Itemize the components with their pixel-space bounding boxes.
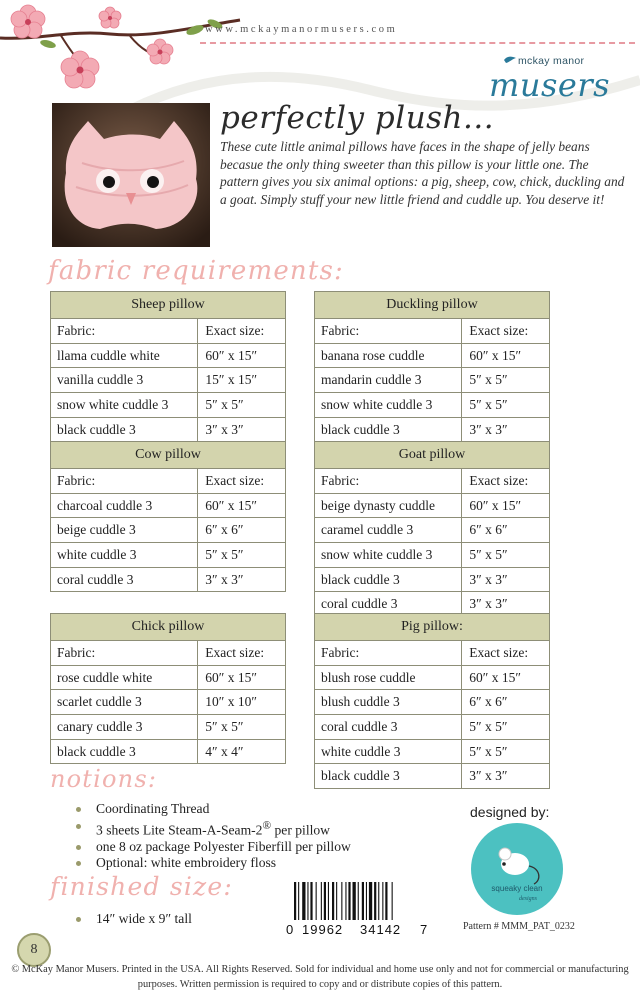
barcode-bar — [294, 882, 296, 920]
column-header: Exact size: — [198, 641, 286, 666]
table-header-row — [51, 469, 286, 494]
table-row — [51, 493, 286, 518]
column-header: Exact size: — [198, 469, 286, 494]
fabric-cell: snow white cuddle 3 — [315, 543, 462, 568]
barcode-bar — [321, 882, 322, 920]
barcode-bar — [362, 882, 364, 920]
fabric-cell: coral cuddle 3 — [315, 592, 462, 617]
barcode-bar — [385, 882, 387, 920]
table-header-row — [51, 641, 286, 666]
table-title-row — [51, 442, 286, 469]
column-header: Exact size: — [462, 469, 550, 494]
barcode-bar — [341, 882, 342, 920]
size-cell: 3″ x 3″ — [198, 567, 286, 592]
barcode-bar — [298, 882, 299, 920]
table-row — [51, 368, 286, 393]
column-header: Fabric: — [51, 319, 198, 344]
barcode — [280, 880, 440, 936]
barcode-bar — [328, 882, 329, 920]
chick-pillow-table — [50, 613, 286, 764]
fabric-cell: scarlet cuddle 3 — [51, 690, 198, 715]
size-cell: 5″ x 5″ — [462, 715, 550, 740]
fabric-cell: rose cuddle white — [51, 665, 198, 690]
table-header-row — [315, 469, 550, 494]
table-title-row — [315, 292, 550, 319]
barcode-digit: 7 — [420, 922, 428, 936]
column-header: Fabric: — [51, 641, 198, 666]
barcode-bar — [345, 882, 346, 920]
table-row — [315, 393, 550, 418]
table-header-row — [315, 641, 550, 666]
barcode-digit: 19962 — [302, 922, 344, 936]
table-row — [51, 690, 286, 715]
table-row — [51, 715, 286, 740]
fabric-requirements-heading: fabric requirements: — [48, 256, 345, 286]
table-row — [315, 518, 550, 543]
fabric-cell: coral cuddle 3 — [315, 715, 462, 740]
table-row — [51, 543, 286, 568]
size-cell: 3″ x 3″ — [462, 764, 550, 789]
list-item: Coordinating Thread — [74, 801, 351, 818]
table-row — [51, 739, 286, 764]
table-row — [315, 543, 550, 568]
page-title: perfectly plush... — [220, 100, 495, 136]
table-row — [51, 518, 286, 543]
size-cell: 60″ x 15″ — [198, 343, 286, 368]
barcode-bar — [366, 882, 367, 920]
size-cell: 6″ x 6″ — [462, 518, 550, 543]
table-row — [315, 417, 550, 442]
fabric-cell: llama cuddle white — [51, 343, 198, 368]
finished-size-list — [74, 911, 192, 928]
barcode-bar — [382, 882, 383, 920]
fabric-cell: black cuddle 3 — [51, 739, 198, 764]
fabric-cell: mandarin cuddle 3 — [315, 368, 462, 393]
table-row — [315, 343, 550, 368]
table-title-row — [315, 614, 550, 641]
barcode-bar — [307, 882, 308, 920]
table-row — [315, 690, 550, 715]
fabric-cell: black cuddle 3 — [315, 764, 462, 789]
barcode-bar — [316, 882, 317, 920]
size-cell: 5″ x 5″ — [462, 368, 550, 393]
table-header-row — [315, 319, 550, 344]
website-url: www.mckaymanormusers.com — [205, 24, 398, 35]
table-row — [315, 567, 550, 592]
owl-pillow-photo — [52, 103, 210, 247]
notions-list — [74, 801, 351, 872]
size-cell: 60″ x 15″ — [198, 493, 286, 518]
table-row — [51, 665, 286, 690]
size-cell: 3″ x 3″ — [462, 417, 550, 442]
column-header: Fabric: — [315, 469, 462, 494]
pattern-number: Pattern # MMM_PAT_0232 — [463, 921, 575, 932]
size-cell: 60″ x 15″ — [198, 665, 286, 690]
fabric-cell: black cuddle 3 — [51, 417, 198, 442]
list-item: one 8 oz package Polyester Fiberfill per pillow — [74, 839, 351, 856]
finished-size-heading: finished size: — [50, 872, 234, 901]
fabric-cell: white cuddle 3 — [315, 739, 462, 764]
goat-pillow-table — [314, 441, 550, 617]
column-header: Exact size: — [462, 319, 550, 344]
table-row — [315, 493, 550, 518]
fabric-cell: beige cuddle 3 — [51, 518, 198, 543]
size-cell: 60″ x 15″ — [462, 343, 550, 368]
fabric-cell: blush cuddle 3 — [315, 690, 462, 715]
barcode-bar — [348, 882, 350, 920]
fabric-cell: caramel cuddle 3 — [315, 518, 462, 543]
pig-pillow-table — [314, 613, 550, 789]
table-row — [315, 368, 550, 393]
fabric-cell: vanilla cuddle 3 — [51, 368, 198, 393]
table-row — [51, 417, 286, 442]
fabric-cell: snow white cuddle 3 — [315, 393, 462, 418]
table-row — [315, 764, 550, 789]
size-cell: 5″ x 5″ — [198, 543, 286, 568]
barcode-bar — [374, 882, 376, 920]
list-item: Optional: white embroidery floss — [74, 855, 351, 872]
intro-paragraph: These cute little animal pillows have faces in the shape of jelly beans becasue the only thing sweeter than this pillow is your little one. The pattern gives you six animal options: a pig, sheep, cow, chick, duckling and a goat. Simply stuff your new little friend and cuddle up. You deserve it! — [220, 139, 625, 207]
size-cell: 5″ x 5″ — [462, 393, 550, 418]
size-cell: 6″ x 6″ — [198, 518, 286, 543]
size-cell: 5″ x 5″ — [198, 715, 286, 740]
size-cell: 5″ x 5″ — [198, 393, 286, 418]
table-title: Sheep pillow — [51, 292, 286, 319]
size-cell: 3″ x 3″ — [462, 592, 550, 617]
column-header: Fabric: — [51, 469, 198, 494]
size-cell: 5″ x 5″ — [462, 739, 550, 764]
logo-top-text: mckay manor — [518, 55, 585, 67]
table-row — [51, 343, 286, 368]
squeaky-clean-designs-logo — [470, 822, 564, 916]
size-cell: 4″ x 4″ — [198, 739, 286, 764]
svg-text:designs: designs — [519, 896, 537, 902]
barcode-bar — [336, 882, 337, 920]
duckling-pillow-table — [314, 291, 550, 442]
fabric-cell: coral cuddle 3 — [51, 567, 198, 592]
table-title-row — [315, 442, 550, 469]
designed-by-label: designed by: — [470, 804, 550, 820]
size-cell: 60″ x 15″ — [462, 665, 550, 690]
fabric-cell: snow white cuddle 3 — [51, 393, 198, 418]
table-header-row — [51, 319, 286, 344]
size-cell: 5″ x 5″ — [462, 543, 550, 568]
table-row — [315, 715, 550, 740]
notions-heading: notions: — [50, 765, 158, 793]
size-cell: 15″ x 15″ — [198, 368, 286, 393]
barcode-digit: 34142 — [360, 922, 402, 936]
column-header: Fabric: — [315, 641, 462, 666]
column-header: Exact size: — [462, 641, 550, 666]
fabric-cell: charcoal cuddle 3 — [51, 493, 198, 518]
logo-main-text: musers — [489, 66, 611, 104]
sheep-pillow-table — [50, 291, 286, 442]
svg-text:squeaky clean: squeaky clean — [491, 884, 543, 893]
list-item: 3 sheets Lite Steam-A-Seam-2® per pillow — [74, 818, 351, 839]
table-title-row — [51, 292, 286, 319]
barcode-digit: 0 — [286, 922, 294, 936]
fabric-cell: beige dynasty cuddle — [315, 493, 462, 518]
barcode-bar — [369, 882, 372, 920]
size-cell: 10″ x 10″ — [198, 690, 286, 715]
fabric-cell: black cuddle 3 — [315, 567, 462, 592]
size-cell: 60″ x 15″ — [462, 493, 550, 518]
barcode-bar — [353, 882, 356, 920]
size-cell: 3″ x 3″ — [198, 417, 286, 442]
barcode-bar — [302, 882, 305, 920]
table-title: Duckling pillow — [315, 292, 550, 319]
table-title: Chick pillow — [51, 614, 286, 641]
barcode-bar — [324, 882, 326, 920]
table-title: Goat pillow — [315, 442, 550, 469]
barcode-bar — [378, 882, 379, 920]
table-row — [51, 393, 286, 418]
list-item: 14″ wide x 9″ tall — [74, 911, 192, 928]
table-title: Cow pillow — [51, 442, 286, 469]
column-header: Exact size: — [198, 319, 286, 344]
table-title: Pig pillow: — [315, 614, 550, 641]
copyright-footer: © McKay Manor Musers. Printed in the USA. All Rights Reserved. Sold for individual and home use only and not for commercial or manufacturing purposes. Written permission is required to copy and or distribute copies of this pattern. — [11, 964, 629, 990]
size-cell: 3″ x 3″ — [462, 567, 550, 592]
size-cell: 6″ x 6″ — [462, 690, 550, 715]
fabric-cell: black cuddle 3 — [315, 417, 462, 442]
cow-pillow-table — [50, 441, 286, 592]
page-number: 8 — [17, 933, 51, 967]
barcode-bar — [310, 882, 312, 920]
barcode-bar — [332, 882, 334, 920]
column-header: Fabric: — [315, 319, 462, 344]
table-row — [51, 567, 286, 592]
bird-icon — [503, 54, 517, 64]
table-title-row — [51, 614, 286, 641]
table-row — [315, 739, 550, 764]
fabric-cell: white cuddle 3 — [51, 543, 198, 568]
fabric-cell: blush rose cuddle — [315, 665, 462, 690]
fabric-cell: banana rose cuddle — [315, 343, 462, 368]
fabric-cell: canary cuddle 3 — [51, 715, 198, 740]
table-row — [315, 665, 550, 690]
barcode-bar — [392, 882, 393, 920]
barcode-bar — [358, 882, 359, 920]
header-divider — [200, 42, 635, 44]
